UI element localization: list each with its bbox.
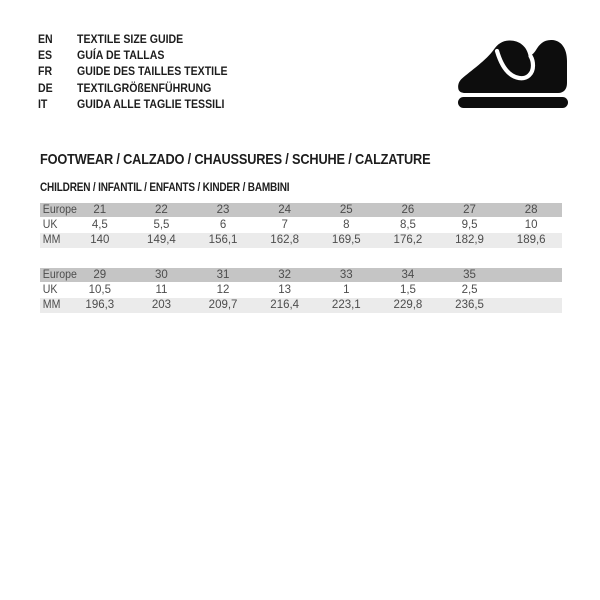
size-cell: 8,5 bbox=[399, 219, 416, 231]
size-cell: 25 bbox=[339, 204, 353, 216]
language-row bbox=[38, 96, 248, 112]
language-code: FR bbox=[38, 64, 53, 79]
language-code: ES bbox=[38, 48, 53, 63]
size-cell: 11 bbox=[155, 284, 168, 296]
size-cell: 156,1 bbox=[208, 234, 238, 246]
size-cell: 176,2 bbox=[393, 234, 423, 246]
size-cell: 229,8 bbox=[393, 299, 423, 311]
size-cell: 140 bbox=[90, 234, 110, 246]
language-title: TEXTILE SIZE GUIDE bbox=[77, 32, 184, 46]
size-cell bbox=[500, 298, 562, 313]
size-table-first bbox=[40, 203, 562, 248]
uk-row bbox=[40, 218, 562, 233]
size-cell: 27 bbox=[463, 204, 476, 216]
size-cell bbox=[500, 268, 562, 282]
section-title: FOOTWEAR / CALZADO / CHAUSSURES / SCHUHE / CALZATURE bbox=[40, 151, 431, 168]
europe-row bbox=[40, 203, 562, 217]
language-code: IT bbox=[38, 96, 48, 111]
row-label: Europe bbox=[42, 269, 77, 281]
language-title: GUIDE DES TAILLES TEXTILE bbox=[77, 64, 228, 79]
language-row bbox=[38, 63, 248, 79]
size-cell: 2,5 bbox=[461, 284, 478, 296]
language-row bbox=[38, 80, 248, 96]
size-cell: 23 bbox=[216, 204, 230, 216]
size-cell: 1,5 bbox=[399, 284, 416, 296]
row-label: MM bbox=[42, 299, 61, 311]
mm-row bbox=[40, 233, 562, 248]
language-title: GUÍA DE TALLAS bbox=[77, 48, 165, 63]
language-title: TEXTILGRÖßENFÜHRUNG bbox=[77, 80, 212, 95]
row-label: UK bbox=[42, 284, 58, 296]
size-cell: 203 bbox=[151, 299, 172, 311]
size-cell: 182,9 bbox=[455, 234, 484, 246]
section-subtitle: CHILDREN / INFANTIL / ENFANTS / KINDER / BAMBINI bbox=[40, 182, 290, 194]
mm-row bbox=[40, 298, 562, 313]
size-cell: 13 bbox=[278, 284, 292, 296]
children-shoe-icon bbox=[456, 27, 570, 109]
size-cell: 24 bbox=[278, 204, 292, 216]
language-title: GUIDA ALLE TAGLIE TESSILI bbox=[77, 96, 225, 111]
language-code: DE bbox=[38, 80, 53, 95]
size-cell: 21 bbox=[93, 204, 107, 216]
size-cell: 169,5 bbox=[331, 234, 361, 246]
size-cell: 30 bbox=[155, 269, 168, 281]
language-row bbox=[38, 31, 248, 47]
size-cell: 189,6 bbox=[516, 234, 546, 246]
size-cell: 149,4 bbox=[147, 234, 176, 246]
size-cell: 236,5 bbox=[455, 299, 484, 311]
size-cell: 216,4 bbox=[270, 299, 300, 311]
size-cell: 28 bbox=[524, 204, 538, 216]
size-cell: 162,8 bbox=[270, 234, 300, 246]
size-cell: 32 bbox=[278, 269, 292, 281]
size-cell: 10,5 bbox=[88, 284, 111, 296]
size-cell: 7 bbox=[281, 219, 288, 231]
size-cell: 10 bbox=[524, 219, 538, 231]
size-cell: 31 bbox=[216, 269, 230, 281]
size-cell: 35 bbox=[463, 269, 476, 281]
size-cell: 33 bbox=[339, 269, 353, 281]
shoe-silhouette bbox=[458, 40, 568, 108]
row-label: Europe bbox=[42, 204, 77, 216]
size-cell: 26 bbox=[401, 204, 415, 216]
size-cell: 29 bbox=[93, 269, 107, 281]
size-cell: 34 bbox=[401, 269, 415, 281]
size-cell: 1 bbox=[343, 284, 350, 296]
language-row bbox=[38, 47, 248, 63]
size-table-second bbox=[40, 268, 562, 313]
row-label: MM bbox=[42, 234, 61, 246]
row-label: UK bbox=[42, 219, 58, 231]
size-cell bbox=[500, 283, 562, 298]
size-cell: 22 bbox=[155, 204, 168, 216]
uk-row bbox=[40, 283, 562, 298]
size-cell: 4,5 bbox=[91, 219, 108, 231]
size-cell: 196,3 bbox=[85, 299, 115, 311]
size-cell: 209,7 bbox=[208, 299, 238, 311]
size-cell: 6 bbox=[219, 219, 227, 231]
europe-row bbox=[40, 268, 562, 282]
size-cell: 12 bbox=[216, 284, 230, 296]
size-cell: 223,1 bbox=[331, 299, 361, 311]
size-cell: 5,5 bbox=[153, 219, 170, 231]
size-cell: 8 bbox=[343, 219, 350, 231]
language-guide-list bbox=[38, 31, 248, 112]
language-code: EN bbox=[38, 32, 53, 46]
size-cell: 9,5 bbox=[461, 219, 478, 231]
